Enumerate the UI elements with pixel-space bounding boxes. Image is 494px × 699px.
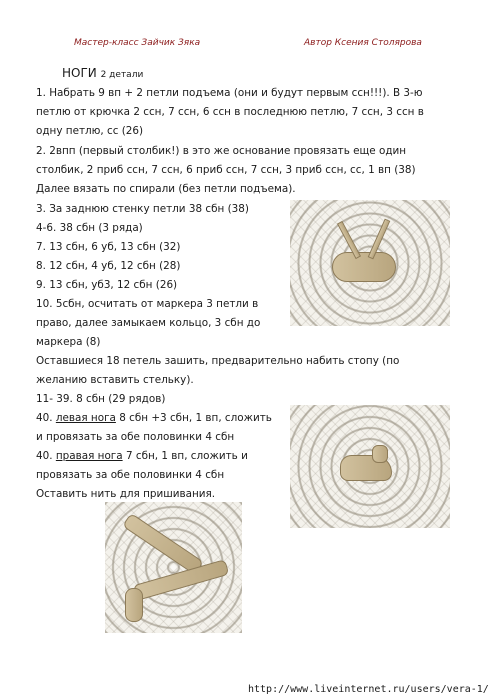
text-line: 8. 12 сбн, 4 уб, 12 сбн (28)	[36, 260, 181, 272]
text-line: 4-6. 38 сбн (3 ряда)	[36, 222, 143, 234]
text-line: и провязать за обе половинки 4 сбн	[36, 431, 235, 443]
photo-legs	[105, 502, 242, 633]
text-line: Далее вязать по спирали (без петли подъема).	[36, 183, 296, 195]
step-text: 8 сбн +3 сбн, 1 вп, сложить	[119, 412, 272, 424]
header-left: Мастер-класс Зайчик Зяка	[74, 38, 201, 48]
photo-foot-side	[290, 405, 450, 528]
text-line: желанию вставить стельку).	[36, 374, 194, 386]
text-line	[36, 450, 248, 463]
text-line: маркера (8)	[36, 336, 101, 348]
text-line: 11- 39. 8 сбн (29 рядов)	[36, 393, 166, 405]
text-line: Оставшиеся 18 петель зашить, предварительно набить стопу (по	[36, 355, 400, 367]
header-right: Автор Ксения Столярова	[304, 38, 422, 48]
text-line: петлю от крючка 2 ссн, 7 ссн, 6 ссн в последнюю петлю, 7 ссн, 3 ссн в	[36, 106, 424, 118]
text-line: 10. 5сбн, осчитать от маркера 3 петли в	[36, 298, 259, 310]
text-line	[36, 412, 272, 425]
section-title	[62, 66, 143, 80]
title-main: НОГИ	[62, 66, 97, 80]
text-line: 7. 13 сбн, 6 уб, 13 сбн (32)	[36, 241, 181, 253]
left-leg-label: левая нога	[55, 412, 116, 424]
step-text: 7 сбн, 1 вп, сложить и	[125, 450, 248, 462]
text-line: провязать за обе половинки 4 сбн	[36, 469, 225, 481]
text-line: 9. 13 сбн, уб3, 12 сбн (26)	[36, 279, 178, 291]
photo-foot-sole	[290, 200, 450, 326]
right-leg-label: правая нога	[55, 450, 123, 462]
text-line: 2. 2впп (первый столбик!) в это же основание провязать еще один	[36, 145, 407, 157]
text-line: одну петлю, сс (26)	[36, 125, 144, 137]
step-number: 40.	[36, 450, 53, 462]
text-line: Оставить нить для пришивания.	[36, 488, 216, 500]
text-line: право, далее замыкаем кольцо, 3 сбн до	[36, 317, 261, 329]
step-number: 40.	[36, 412, 53, 424]
source-url: http://www.liveinternet.ru/users/vera-1/	[248, 684, 489, 695]
text-line: 1. Набрать 9 вп + 2 петли подъема (они и будут первым ссн!!!). В 3-ю	[36, 87, 423, 99]
title-sub: 2 детали	[100, 70, 144, 80]
text-line: 3. За заднюю стенку петли 38 сбн (38)	[36, 203, 249, 215]
text-line: столбик, 2 приб ссн, 7 ссн, 6 приб ссн, 7 ссн, 3 приб ссн, сс, 1 вп (38)	[36, 164, 416, 176]
